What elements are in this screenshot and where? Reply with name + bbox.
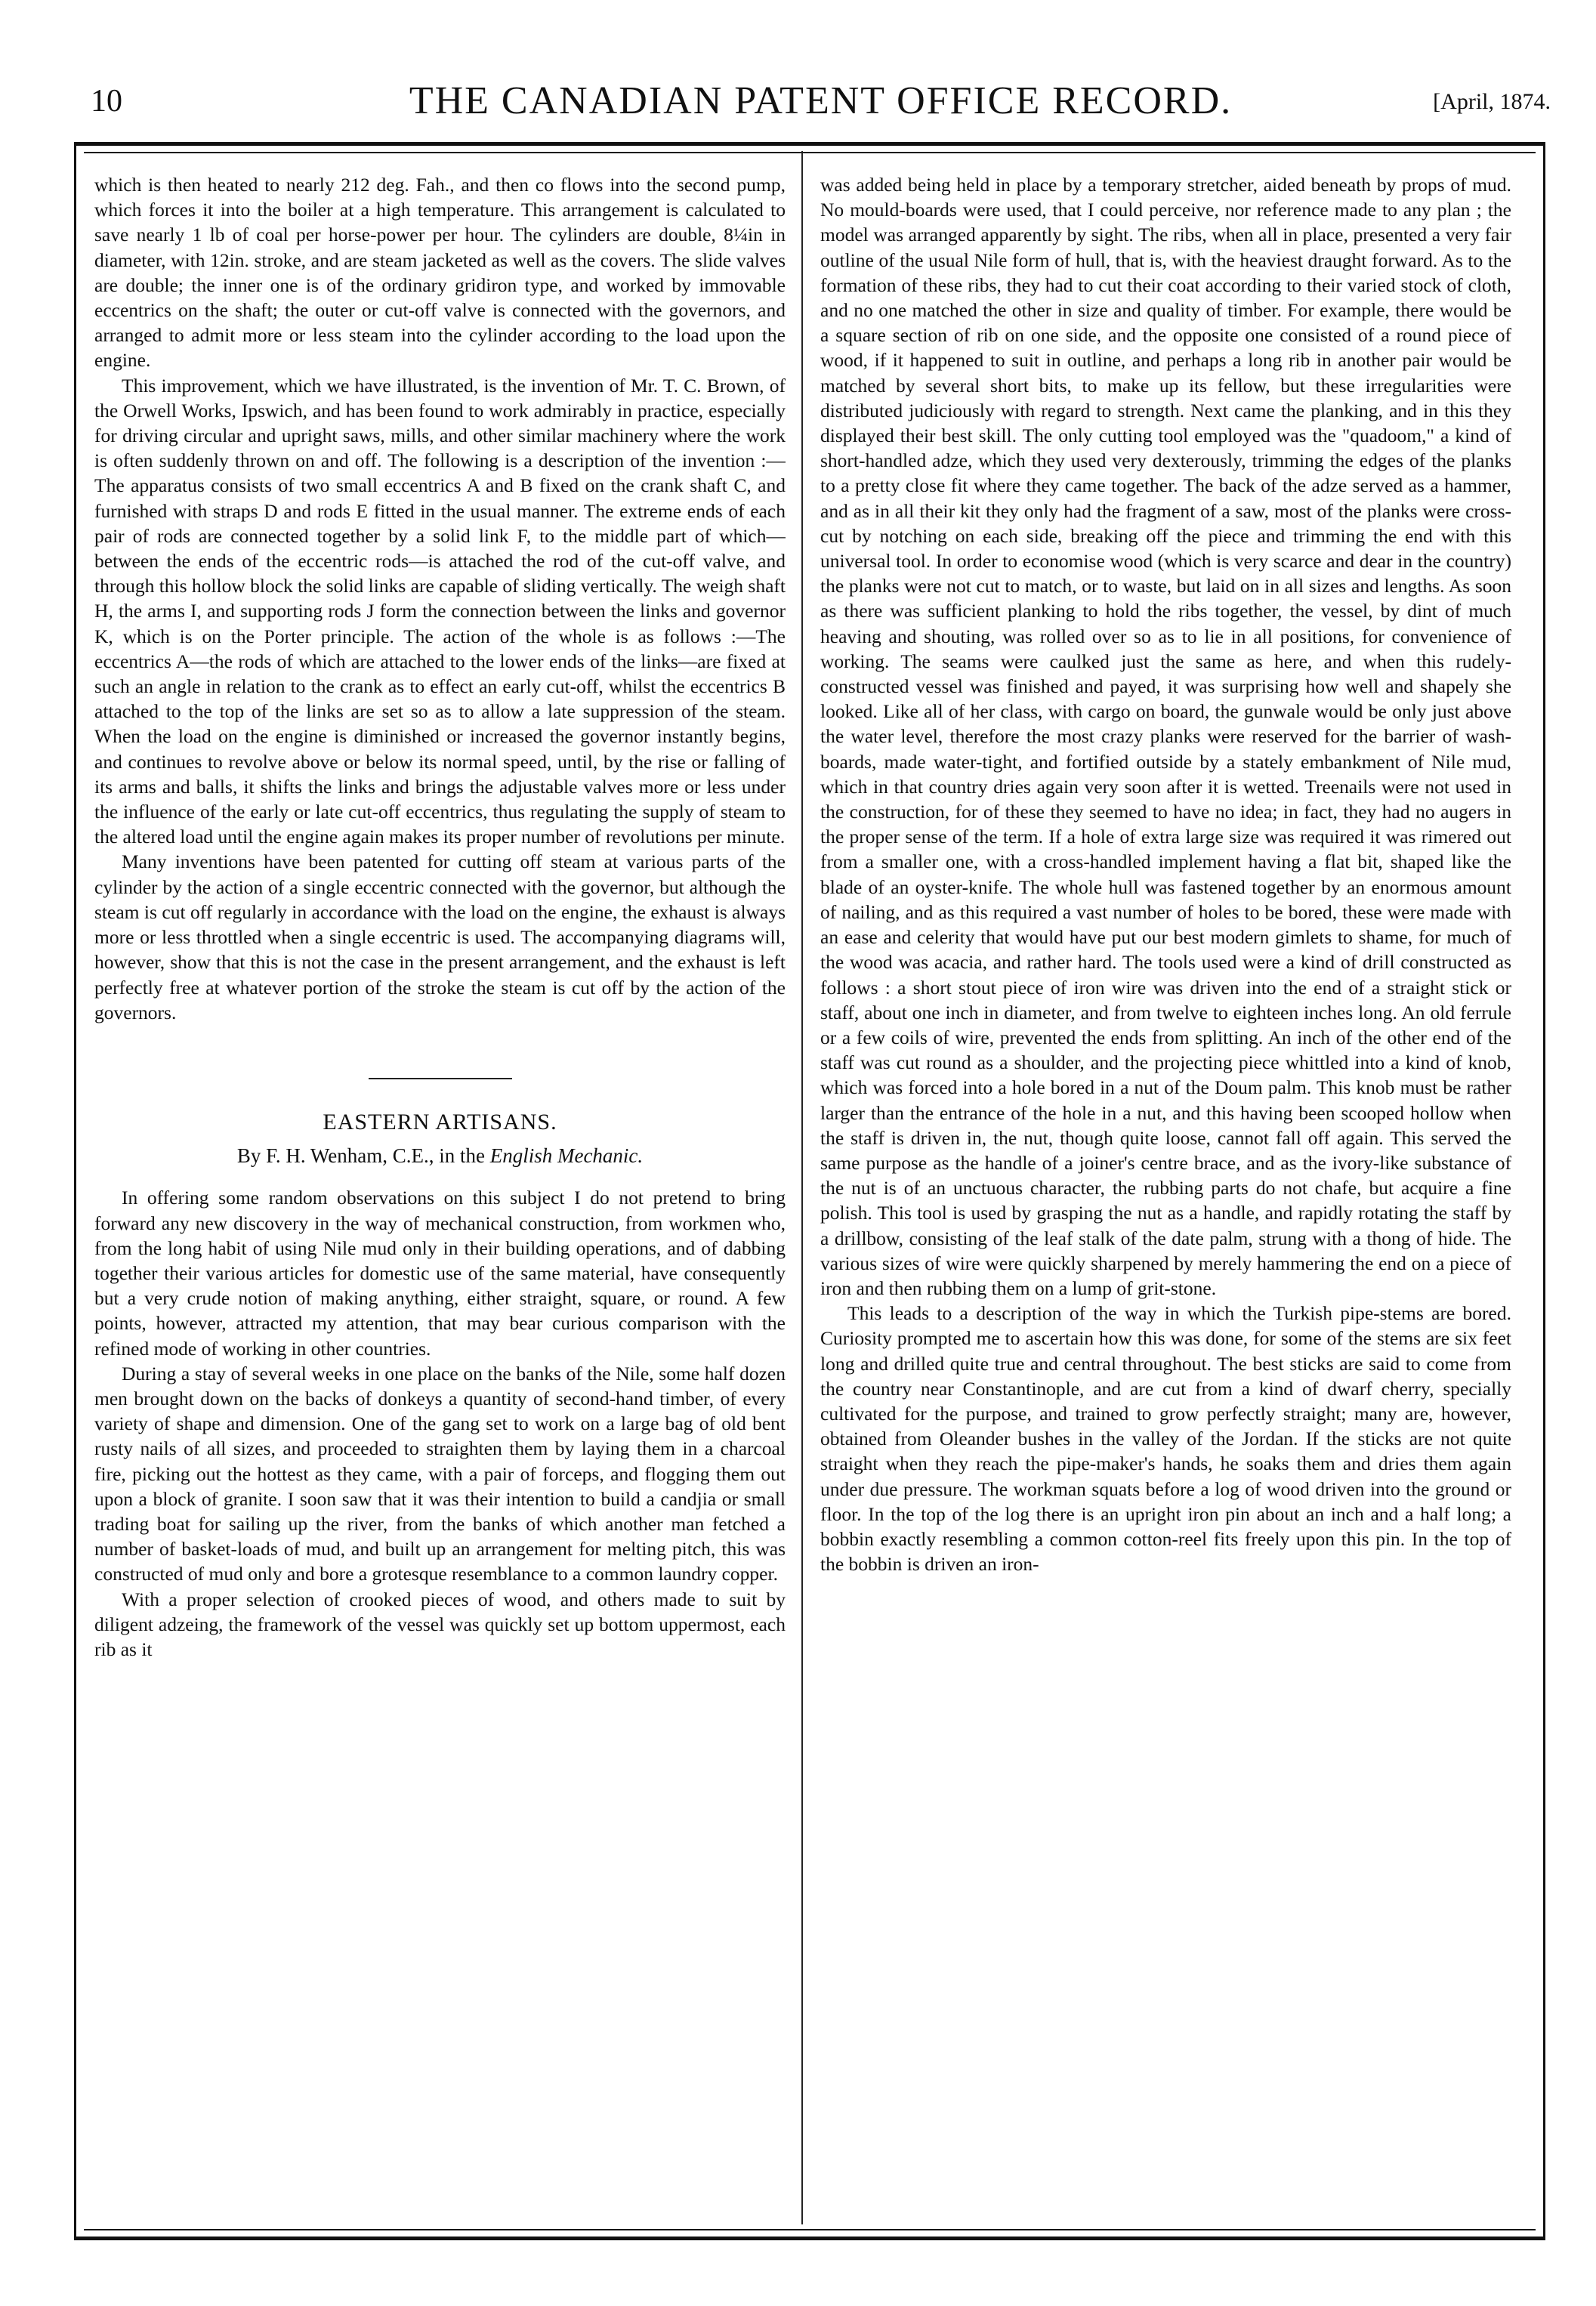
article-title: EASTERN ARTISANS.	[323, 1109, 557, 1134]
paragraph: With a proper selection of crooked pieces of wood, and others made to suit by diligent adzeing, the framework of the vessel was quickly set up bottom uppermost, each rib as it	[94, 1588, 786, 1660]
paragraph: In offering some random observations on this subject I do not pretend to bring forward any new discovery in the way of mechanical construction, from workmen who, from the long habit of using Nile mud only in their building operations, and of dabbing together their various articles for domestic use of the same material, have consequently but a very crude notion of making anything, either straight, square, or round. A few points, however, attracted my attention, that may bear curious comparison with the refined mode of working in other countries.	[94, 1187, 786, 1360]
byline	[94, 1144, 786, 1168]
paragraph: During a stay of several weeks in one place on the banks of the Nile, some half dozen men brought down on the backs of donkeys a quantity of second-hand timber, of every variety of shape and dimension. One of the gang set to work on a large bag of old bent rusty nails of all sizes, and proceeded to straighten them by laying them in a charcoal fire, picking out the hottest as they came, with a pair of forceps, and flogging them out upon a block of granite. I soon saw that it was their intention to build a candjia or small trading boat for sailing up the river, from the banks of which another man fetched a number of basket-loads of mud, and built up an arrangement for melting pitch, this was constructed of mud only and bore a grotesque resemblance to a common laundry copper.	[94, 1362, 786, 1585]
paragraph: which is then heated to nearly 212 deg. Fah., and then co flows into the second pump, which forces it into the boiler at a high temperature. This arrangement is calculated to save nearly 1 lb of coal per horse-power per hour. The cylinders are double, 8¼in in diameter, with 12in. stroke, and are steam jacketed as well as the covers. The slide valves are double; the inner one is of the ordinary gridiron type, and worked by immovable eccentrics on the shaft; the outer or cut-off valve is connected with the governors, and arranged to admit more or less steam into the cylinder according to the load upon the engine.	[94, 174, 786, 372]
paragraph: was added being held in place by a temporary stretcher, aided beneath by props of mud. No mould-boards were used, that I could perceive, nor reference made to any plan ; the model was arranged apparently by sight. The ribs, when all in place, presented a very fair outline of the usual Nile form of hull, that is, with the heaviest draught forward. As to the formation of these ribs, they had to cut their coat according to their varied stock of cloth, and no one matched the other in size and quality of timber. For example, there would be a square section of rib on one side, and the opposite one consisted of a round piece of wood, if it happened to suit in outline, and perhaps a long rib in another pair would be matched by several short bits, to make up its fellow, but these irregularities were distributed judiciously with regard to strength. Next came the planking, and in this they displayed their best skill. The only cutting tool employed was the "quadoom," a kind of short-handled adze, which they used very dexterously, trimming the edges of the planks to a pretty close fit where they came together. The back of the adze served as a hammer, and as in all their kit they only had the fragment of a saw, most of the planks were cross-cut by notching on each side, breaking off the piece and trimming the end with this universal tool. In order to economise wood (which is very scarce and dear in the country) the planks were not cut to match, or to waste, but laid on in all sizes and lengths. As soon as there was sufficient planking to hold the ribs together, the vessel, by dint of much heaving and shouting, was rolled over so as to lie in all positions, for convenience of working. The seams were caulked just the same as here, and when this rudely-constructed vessel was finished and payed, it was surprising how well and shapely she looked. Like all of her class, with cargo on board, the gunwale would be only just above the water level, therefore the most crazy planks were reserved for the barrier of wash-boards, made water-tight, and fortified outside by a stately embankment of Nile mud, which in that country dries again very soon after it is wetted. Treenails were not used in the construction, for of these they seemed to have no idea; in fact, they had no augers in the proper sense of the term. If a hole of extra large size was required it was rimered out from a smaller one, with a cross-handled implement having a flat bit, shaped like the blade of an oyster-knife. The whole hull was fastened together by an enormous amount of nailing, and as this required a vast number of holes to be bored, these were made with an ease and celerity that would have put our best modern gimlets to shame, for much of the wood was acacia, and rather hard. The tools used were a kind of drill constructed as follows : a short stout piece of iron wire was driven into the end of a straight stick or staff, about one inch in diameter, and from twelve to eighteen inches long. An old ferrule or a few coils of wire, prevented the ends from splitting. An inch of the other end of the staff was cut round as a shoulder, and the projecting piece whittled into a kind of knob, which was forced into a hole bored in a nut of the Doum palm. This knob must be rather larger than the entrance of the hole in a nut, and this having been scooped hollow when the staff is driven in, the nut, though quite loose, cannot fall off again. This served the same purpose as the handle of a joiner's centre brace, and as the ivory-like substance of the nut is of an unctuous character, the rubbing parts do not chafe, but acquire a fine polish. This tool is used by grasping the nut as a handle, and rapidly rotating the staff by a drillbow, consisting of the leaf stalk of the date palm, strung with a thong of hide. The various sizes of wire were quickly sharpened by merely hammering the end on a piece of iron and then rubbing them on a lump of grit-stone.	[820, 174, 1511, 1299]
issue-date: [April, 1874.	[1433, 89, 1551, 114]
byline-source: English Mechanic.	[489, 1144, 644, 1168]
paragraph: This leads to a description of the way in which the Turkish pipe-stems are bored. Curiosity prompted me to ascertain how this was done, for some of the stems are six feet long and drilled quite true and central throughout. The best sticks are said to come from the country near Constantinople, and are cut from a kind of dwarf cherry, specially cultivated for the purpose, and trained to grow perfectly straight; many are, however, obtained from Oleander bushes in the valley of the Jordan. If the sticks are not quite straight when they reach the pipe-maker's hands, he soaks them and dries them again under due pressure. The workman squats before a log of wood driven into the ground or floor. In the top of the log there is an upright iron pin about an inch and a half long; a bobbin exactly resembling a common cotton-reel fits freely upon this pin. In the top of the bobbin is driven an iron-	[820, 1302, 1511, 1576]
section-divider	[369, 1078, 512, 1079]
right-column	[820, 172, 1511, 2212]
byline-author: By F. H. Wenham, C.E., in the	[236, 1144, 490, 1168]
column-divider	[801, 151, 803, 2224]
paragraph: This improvement, which we have illustrated, is the invention of Mr. T. C. Brown, of the Orwell Works, Ipswich, and has been found to work admirably in practice, especially for driving circular and upright saws, mills, and other similar machinery where the work is often suddenly thrown on and off. The following is a description of the invention :—The apparatus consists of two small eccentrics A and B fixed on the crank shaft C, and furnished with straps D and rods E fitted in the usual manner. The extreme ends of each pair of rods are connected together by a solid link F, to the middle part of which—between the ends of the eccentric rods—is attached the rod of the cut-off valve, and through this hollow block the solid links are capable of sliding vertically. The weigh shaft H, the arms I, and supporting rods J form the connection between the links and governor K, which is on the Porter principle. The action of the whole is as follows :—The eccentrics A—the rods of which are attached to the lower ends of the links—are fixed at such an angle in relation to the crank as to effect an early cut-off, whilst the eccentrics B attached to the top of the links are set so as to allow a late suppression of the steam. When the load on the engine is diminished or increased the governor instantly begins, and continues to revolve above or below its normal speed, until, by the rise or falling of its arms and balls, it shifts the links and brings the adjustable valves more or less under the influence of the early or late cut-off eccentrics, thus regulating the supply of steam to the altered load until the engine again makes its proper number of revolutions per minute.	[94, 374, 786, 848]
paragraph: Many inventions have been patented for cutting off steam at various parts of the cylinder by the action of a single eccentric connected with the governor, but although the steam is cut off regularly in accordance with the load on the engine, the exhaust is always more or less throttled when a single eccentric is used. The accompanying diagrams will, however, show that this is not the case in the present arrangement, and the exhaust is left perfectly free at whatever portion of the stroke the steam is cut off by the action of the governors.	[94, 850, 786, 1023]
page-number: 10	[91, 84, 122, 119]
page-header	[91, 76, 1551, 128]
running-title: THE CANADIAN PATENT OFFICE RECORD.	[409, 79, 1233, 122]
left-column	[94, 172, 786, 2212]
